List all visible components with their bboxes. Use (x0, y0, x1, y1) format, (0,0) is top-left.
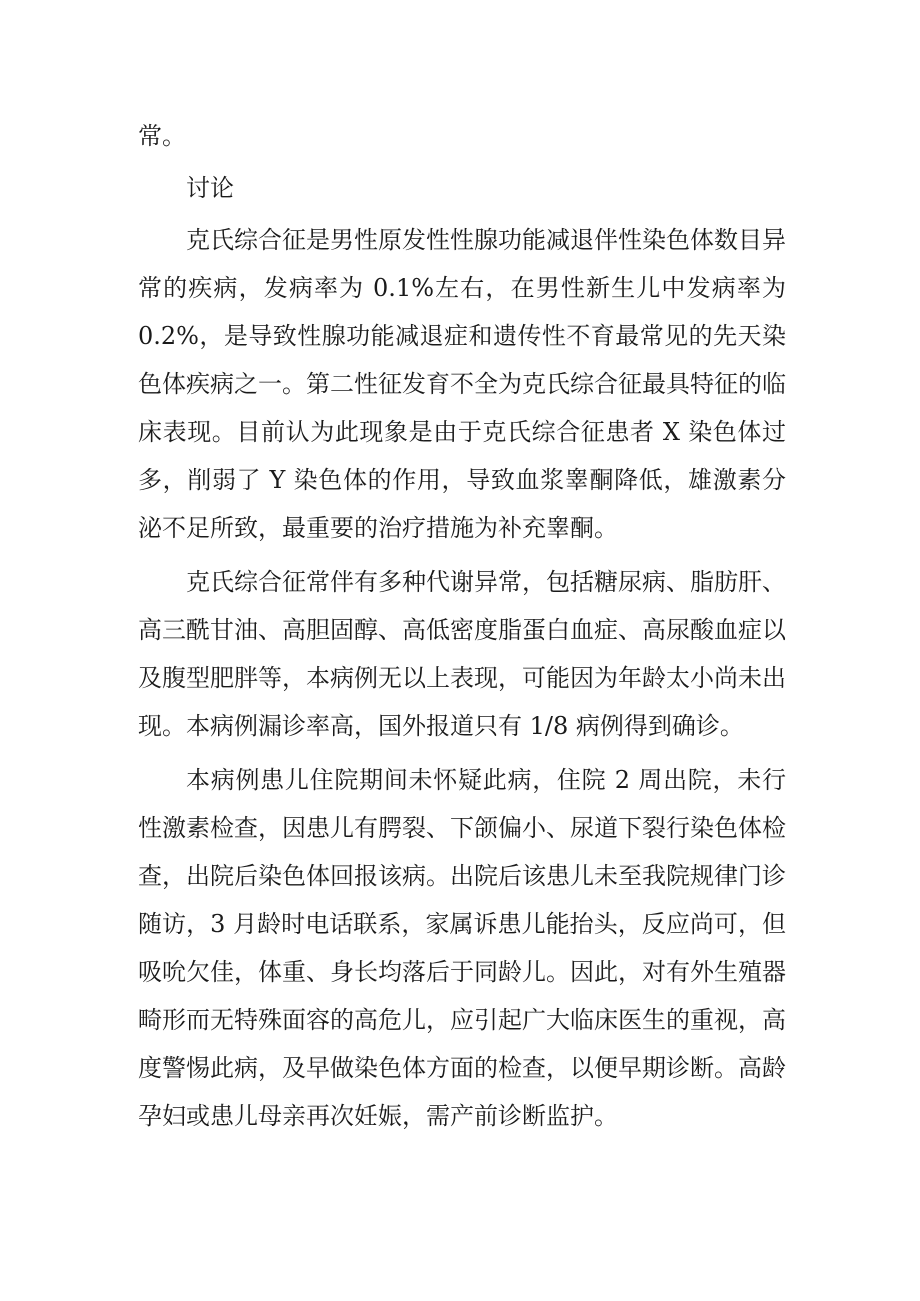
section-heading: 讨论 (186, 174, 234, 202)
paragraph-3: 本病例患儿住院期间未怀疑此病，住院 2 周出院，未行性激素检查，因患儿有腭裂、下颌偏小、尿道下裂行染色体检查，出院后染色体回报该病。出院后该患儿未至我院规律门诊随访，3 月龄时电话联系，家属诉患儿能抬头，反应尚可，但吸吮欠佳，体重、身长均落后于同龄儿。因此，对有外生殖器畸形而无特殊面容的高危儿，应引起广大临床医生的重视，高度警惕此病，及早做染色体方面的检查，以便早期诊断。高龄孕妇或患儿母亲再次妊娠，需产前诊断监护。 (138, 766, 786, 1130)
paragraph-2: 克氏综合征常伴有多种代谢异常，包括糖尿病、脂肪肝、高三酰甘油、高胆固醇、高低密度脂蛋白血症、高尿酸血症以及腹型肥胖等，本病例无以上表现，可能因为年龄太小尚未出现。本病例漏诊率高，国外报道只有 1/8 病例得到确诊。 (138, 568, 786, 740)
paragraph-1: 克氏综合征是男性原发性性腺功能减退伴性染色体数目异常的疾病，发病率为 0.1%左右，在男性新生儿中发病率为 0.2%，是导致性腺功能减退症和遗传性不育最常见的先天染色体疾病之一。第二性征发育不全为克氏综合征最具特征的临床表现。目前认为此现象是由于克氏综合征患者 X 染色体过多，削弱了 Y 染色体的作用，导致血浆睾酮降低，雄激素分泌不足所致，最重要的治疗措施为补充睾酮。 (138, 226, 786, 542)
document-body (138, 112, 786, 1140)
continuation-line: 常。 (138, 122, 186, 150)
